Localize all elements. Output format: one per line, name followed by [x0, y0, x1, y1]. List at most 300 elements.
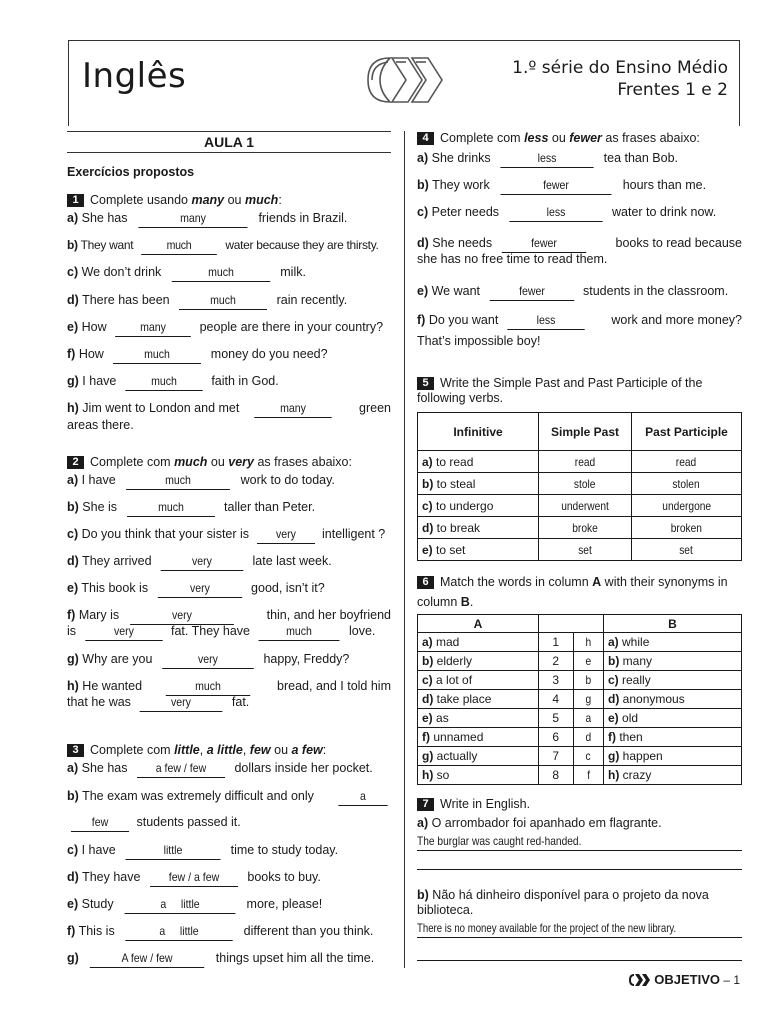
item-label: b): [608, 654, 620, 668]
exercise-7-instruction: [417, 797, 742, 811]
table-header: Infinitive: [418, 413, 539, 451]
exercise-number: 3: [67, 744, 84, 757]
item-label: c): [608, 673, 619, 687]
series-label: 1.º série do Ensino Médio: [512, 58, 728, 78]
instruction-text: Complete com: [90, 455, 175, 469]
answer-field[interactable]: little: [126, 843, 221, 860]
table-cell: [418, 671, 539, 690]
exercise-1-instruction: [67, 193, 391, 207]
list-item: [417, 151, 742, 168]
item-text: I have: [81, 843, 116, 857]
table-header: [539, 615, 574, 633]
table-cell[interactable]: [573, 690, 604, 709]
item-text: dollars inside her pocket.: [234, 761, 373, 775]
item-label: a): [422, 454, 433, 469]
item-label: e): [422, 542, 433, 557]
table-cell: 2: [539, 652, 574, 671]
instruction-text: ,: [242, 743, 250, 757]
answer-field[interactable]: much: [126, 473, 230, 490]
item-text: different than you think.: [243, 924, 374, 938]
table-cell[interactable]: [632, 517, 742, 539]
table-cell[interactable]: [573, 766, 604, 785]
list-item: [67, 789, 391, 803]
table-cell: 5: [539, 709, 574, 728]
table-cell: [604, 671, 742, 690]
list-item: [67, 679, 391, 696]
item-label: h): [422, 768, 434, 782]
answer-text: h: [585, 635, 592, 649]
list-item: [67, 761, 391, 778]
lesson-title: AULA 1: [67, 131, 391, 153]
instruction-text: Complete com: [440, 131, 525, 145]
item-text: Do you want: [428, 313, 499, 327]
table-cell[interactable]: [573, 747, 604, 766]
answer-text: f: [586, 768, 590, 782]
table-cell: [418, 517, 539, 539]
table-cell[interactable]: [573, 709, 604, 728]
table-cell: [604, 709, 742, 728]
item-label: d): [422, 520, 434, 535]
list-item: [67, 527, 391, 544]
table-cell: [418, 728, 539, 747]
item-label: b): [422, 654, 434, 668]
cell-text: while: [622, 635, 650, 649]
list-item-continuation: she has no free time to read them.: [417, 252, 608, 266]
answer-field[interactable]: A few / few: [90, 951, 204, 968]
item-label: d): [67, 554, 79, 568]
answer-field[interactable]: very: [140, 695, 223, 712]
item-label: d): [608, 692, 620, 706]
item-text: is: [67, 624, 77, 638]
table-cell[interactable]: [573, 671, 604, 690]
answer-field[interactable]: much: [127, 500, 215, 517]
table-cell: [418, 539, 539, 561]
answer-line[interactable]: [417, 920, 742, 938]
item-label: e): [422, 711, 433, 725]
item-text: work to do today.: [240, 473, 335, 487]
exercise-6-instruction: [417, 572, 742, 612]
answer-field[interactable]: much: [141, 238, 217, 255]
instruction-text: Write in English.: [440, 797, 531, 811]
answer-line[interactable]: [417, 833, 742, 851]
table-cell: 3: [539, 671, 574, 690]
item-text: green: [359, 401, 391, 415]
item-text: books to read because: [615, 236, 742, 250]
table-cell: [418, 473, 539, 495]
list-item: [67, 320, 391, 337]
answer-text: The burglar was caught red-handed.: [417, 834, 582, 848]
item-text: Do you think that your sister is: [81, 527, 250, 541]
item-label: c): [67, 843, 79, 857]
item-label: a): [417, 151, 429, 165]
item-text: They arrived: [82, 554, 152, 568]
item-text: students passed it.: [136, 815, 241, 829]
cell-text: to undergo: [436, 498, 494, 513]
item-label: a): [422, 635, 433, 649]
table-cell: 7: [539, 747, 574, 766]
instruction-text: Write the Simple Past and Past Participle of the following verbs.: [417, 376, 703, 405]
item-text: I have: [81, 473, 116, 487]
instruction-keyword: little: [174, 743, 200, 757]
list-item: [417, 313, 742, 330]
answer-line[interactable]: [417, 938, 742, 961]
table-cell[interactable]: [573, 633, 604, 652]
item-label: e): [417, 284, 429, 298]
item-label: a): [417, 816, 429, 830]
item-label: e): [67, 581, 79, 595]
list-item-continuation: [67, 695, 391, 712]
item-text: I have: [82, 374, 117, 388]
table-cell: [604, 766, 742, 785]
list-item: [67, 843, 391, 860]
answer-field[interactable]: fewer: [489, 284, 573, 301]
answer-text: undergone: [662, 498, 711, 513]
spacer: [417, 870, 742, 888]
left-column: [67, 131, 391, 973]
answer-field[interactable]: a little: [125, 897, 236, 914]
answer-field[interactable]: less: [501, 151, 594, 168]
item-label: a): [608, 635, 619, 649]
instruction-text: :: [322, 743, 327, 757]
item-label: f): [67, 608, 76, 622]
answer-field[interactable]: few / a few: [150, 870, 238, 887]
list-item-continuation: areas there.: [67, 418, 134, 432]
answer-field[interactable]: much: [171, 265, 270, 282]
instruction-text: as frases abaixo:: [254, 455, 352, 469]
item-text: She drinks: [431, 151, 491, 165]
instruction-keyword: much: [244, 193, 279, 207]
answer-text: broke: [572, 520, 598, 535]
cell-text: a lot of: [436, 673, 473, 687]
list-item: [417, 178, 742, 195]
answer-field[interactable]: much: [179, 293, 267, 310]
answer-text: stole: [574, 476, 596, 491]
item-label: b): [67, 238, 78, 252]
answer-field[interactable]: many: [254, 401, 331, 418]
exercise-2-items: [67, 469, 391, 731]
table-cell: [604, 690, 742, 709]
answer-line[interactable]: [417, 851, 742, 870]
list-item: [67, 211, 391, 228]
table-row: [418, 766, 742, 785]
instruction-text: :: [278, 193, 282, 207]
item-text: intelligent ?: [322, 527, 386, 541]
cell-text: actually: [436, 749, 478, 763]
answer-field[interactable]: a little: [126, 924, 233, 941]
item-text: Mary is: [78, 608, 120, 622]
list-item: [67, 473, 391, 490]
table-cell: [418, 451, 539, 473]
fronts-label: Frentes 1 e 2: [617, 80, 728, 100]
item-text: She has: [81, 761, 128, 775]
answer-text: There is no money available for the project of the new library.: [417, 921, 677, 935]
cell-text: old: [622, 711, 639, 725]
answer-text: read: [574, 454, 596, 469]
table-cell[interactable]: [539, 495, 632, 517]
list-item: [67, 265, 391, 282]
item-label: b): [417, 888, 429, 902]
item-text: They want: [80, 238, 134, 252]
table-cell[interactable]: [539, 517, 632, 539]
table-row: [418, 728, 742, 747]
cell-text: then: [619, 730, 643, 744]
answer-field[interactable]: much: [113, 347, 201, 364]
item-label: d): [417, 236, 429, 250]
item-text: love.: [348, 624, 376, 638]
exercise-3-instruction: [67, 743, 391, 757]
cell-text: to break: [436, 520, 481, 535]
answer-field[interactable]: many: [138, 211, 247, 228]
answer-text: set: [679, 542, 694, 557]
table-cell[interactable]: [632, 539, 742, 561]
cell-text: anonymous: [622, 692, 685, 706]
item-label: f): [422, 730, 430, 744]
list-item: [67, 374, 391, 391]
exercise-7a: [417, 816, 742, 830]
list-item-continuation: [67, 624, 391, 641]
item-label: d): [67, 870, 79, 884]
table-row: [418, 451, 742, 473]
table-cell[interactable]: [539, 451, 632, 473]
table-cell[interactable]: [539, 539, 632, 561]
cell-text: elderly: [436, 654, 473, 668]
table-cell: [418, 633, 539, 652]
table-row: [418, 495, 742, 517]
item-text: This is: [78, 924, 115, 938]
right-column: [417, 131, 742, 961]
item-text: friends in Brazil.: [258, 211, 348, 225]
table-cell[interactable]: [632, 451, 742, 473]
item-label: g): [67, 374, 79, 388]
exercise-4-instruction: [417, 131, 742, 145]
table-cell: [604, 652, 742, 671]
item-text: Why are you: [82, 652, 153, 666]
list-item: [67, 870, 391, 887]
answer-field[interactable]: very: [85, 624, 162, 641]
cell-text: to set: [436, 542, 466, 557]
exercise-number: 6: [417, 576, 434, 589]
list-item: [67, 293, 391, 310]
answer-text: a: [585, 711, 592, 725]
item-text: How: [81, 320, 107, 334]
table-cell[interactable]: [632, 495, 742, 517]
item-text: How: [78, 347, 104, 361]
answer-field[interactable]: many: [115, 320, 191, 337]
answer-text: e: [585, 654, 592, 668]
column-divider: [404, 131, 405, 968]
item-label: b): [417, 178, 429, 192]
table-row: [418, 671, 742, 690]
brand-name: OBJETIVO: [654, 972, 720, 987]
item-label: c): [422, 673, 433, 687]
item-label: g): [67, 951, 79, 965]
table-cell[interactable]: [632, 473, 742, 495]
item-label: f): [67, 924, 76, 938]
table-cell: 6: [539, 728, 574, 747]
table-cell: [418, 652, 539, 671]
table-row: [418, 747, 742, 766]
answer-field[interactable]: very: [157, 581, 241, 598]
exercise-1-items: [67, 207, 391, 443]
item-text: Não há dinheiro disponível para o projeto da nova biblioteca.: [417, 888, 709, 917]
instruction-text: ,: [199, 743, 207, 757]
item-label: e): [608, 711, 619, 725]
item-text: Study: [81, 897, 114, 911]
page-footer: [629, 972, 740, 989]
item-text: thin, and her boyfriend: [266, 608, 391, 622]
answer-field[interactable]: very: [130, 608, 234, 625]
table-row: [418, 539, 742, 561]
item-label: h): [608, 768, 620, 782]
item-label: e): [67, 897, 79, 911]
instruction-text: Match the words in column: [440, 575, 593, 589]
instruction-text: as frases abaixo:: [601, 131, 700, 145]
item-text: He wanted: [82, 679, 143, 693]
item-text: more, please!: [246, 897, 323, 911]
cell-text: unnamed: [433, 730, 484, 744]
cell-text: many: [622, 654, 653, 668]
list-item: [417, 205, 742, 222]
list-item-continuation: That’s impossible boy!: [417, 334, 541, 348]
instruction-keyword: B: [460, 595, 470, 609]
answer-field[interactable]: much: [165, 679, 249, 696]
item-label: f): [608, 730, 616, 744]
item-text: Jim went to London and met: [82, 401, 240, 415]
answer-field[interactable]: fewer: [501, 236, 585, 253]
instruction-text: Complete usando: [90, 193, 192, 207]
item-text: They work: [432, 178, 490, 192]
list-item: [417, 284, 742, 301]
answer-field[interactable]: less: [509, 205, 602, 222]
exercise-3-items: [67, 757, 391, 973]
list-item: [67, 554, 391, 571]
table-row: [418, 517, 742, 539]
item-label: f): [417, 313, 426, 327]
instruction-keyword: few: [249, 743, 271, 757]
item-text: She has: [81, 211, 128, 225]
item-label: h): [67, 401, 79, 415]
item-label: c): [417, 205, 429, 219]
table-cell: [604, 633, 742, 652]
item-text: people are there in your country?: [199, 320, 384, 334]
instruction-text: ou: [207, 455, 229, 469]
answer-text: set: [578, 542, 592, 557]
table-cell[interactable]: [573, 728, 604, 747]
item-label: a): [67, 473, 79, 487]
list-item: [67, 897, 391, 914]
item-label: c): [67, 265, 79, 279]
cell-text: take place: [436, 692, 492, 706]
table-header-row: [418, 413, 742, 451]
answer-field[interactable]: less: [507, 313, 584, 330]
table-cell: [604, 728, 742, 747]
table-row: [418, 473, 742, 495]
instruction-keyword: a little: [206, 743, 243, 757]
item-text: This book is: [81, 581, 149, 595]
list-item: [67, 924, 391, 941]
table-header: Simple Past: [539, 413, 632, 451]
item-text: water to drink now.: [612, 205, 717, 219]
item-label: g): [67, 652, 79, 666]
table-header-row: [418, 615, 742, 633]
item-text: time to study today.: [230, 843, 339, 857]
table-header: B: [604, 615, 742, 633]
item-label: h): [67, 679, 79, 693]
table-cell: [418, 709, 539, 728]
table-cell: 1: [539, 633, 574, 652]
item-text: students in the classroom.: [582, 284, 729, 298]
subject-title: Inglês: [82, 56, 187, 96]
answer-text: c: [585, 749, 591, 763]
list-item: [67, 951, 391, 968]
item-text: good, isn’t it?: [251, 581, 325, 595]
item-text: books to buy.: [247, 870, 321, 884]
item-text: fat. They have: [171, 624, 250, 638]
exercise-number: 1: [67, 194, 84, 207]
item-label: c): [67, 527, 79, 541]
table-row: [418, 633, 742, 652]
item-label: g): [422, 749, 434, 763]
answer-field[interactable]: much: [259, 624, 340, 641]
list-item: [67, 652, 391, 669]
table-header: A: [418, 615, 539, 633]
item-label: f): [67, 347, 76, 361]
table-cell: [418, 495, 539, 517]
answer-field[interactable]: fewer: [501, 178, 612, 195]
instruction-text: with their synonyms in column: [417, 575, 728, 609]
answer-field[interactable]: a: [338, 789, 387, 806]
item-text: late last week.: [252, 554, 332, 568]
item-text: They have: [82, 870, 141, 884]
list-item: [67, 401, 391, 418]
exercise-5-instruction: [417, 376, 742, 406]
item-text: We want: [431, 284, 481, 298]
instruction-text: ou: [270, 743, 292, 757]
item-text: We don’t drink: [81, 265, 162, 279]
table-cell: [604, 747, 742, 766]
table-cell: 8: [539, 766, 574, 785]
item-text: things upset him all the time.: [215, 951, 375, 965]
item-text: The exam was extremely difficult and only: [82, 789, 314, 803]
table-cell: [418, 766, 539, 785]
objetivo-small-logo-icon: [629, 974, 651, 989]
section-title: Exercícios propostos: [67, 165, 195, 179]
item-label: e): [67, 320, 79, 334]
answer-field[interactable]: very: [162, 652, 254, 669]
instruction-text: ou: [224, 193, 245, 207]
table-cell[interactable]: [539, 473, 632, 495]
table-cell[interactable]: [573, 652, 604, 671]
answer-field[interactable]: much: [125, 374, 202, 391]
instruction-text: .: [469, 595, 474, 609]
exercise-number: 4: [417, 132, 434, 145]
item-text: hours than me.: [622, 178, 707, 192]
answer-field[interactable]: a few / few: [137, 761, 225, 778]
answer-text: b: [585, 673, 592, 687]
table-header: [573, 615, 604, 633]
item-label: d): [67, 293, 79, 307]
instruction-keyword: many: [191, 193, 225, 207]
answer-field[interactable]: few: [71, 815, 129, 832]
matching-table: [417, 614, 742, 785]
instruction-keyword: fewer: [569, 131, 602, 145]
answer-field[interactable]: very: [256, 527, 314, 544]
cell-text: to read: [436, 454, 474, 469]
item-text: She needs: [432, 236, 493, 250]
answer-field[interactable]: very: [161, 554, 244, 571]
instruction-keyword: less: [524, 131, 549, 145]
item-text: fat.: [231, 695, 250, 709]
